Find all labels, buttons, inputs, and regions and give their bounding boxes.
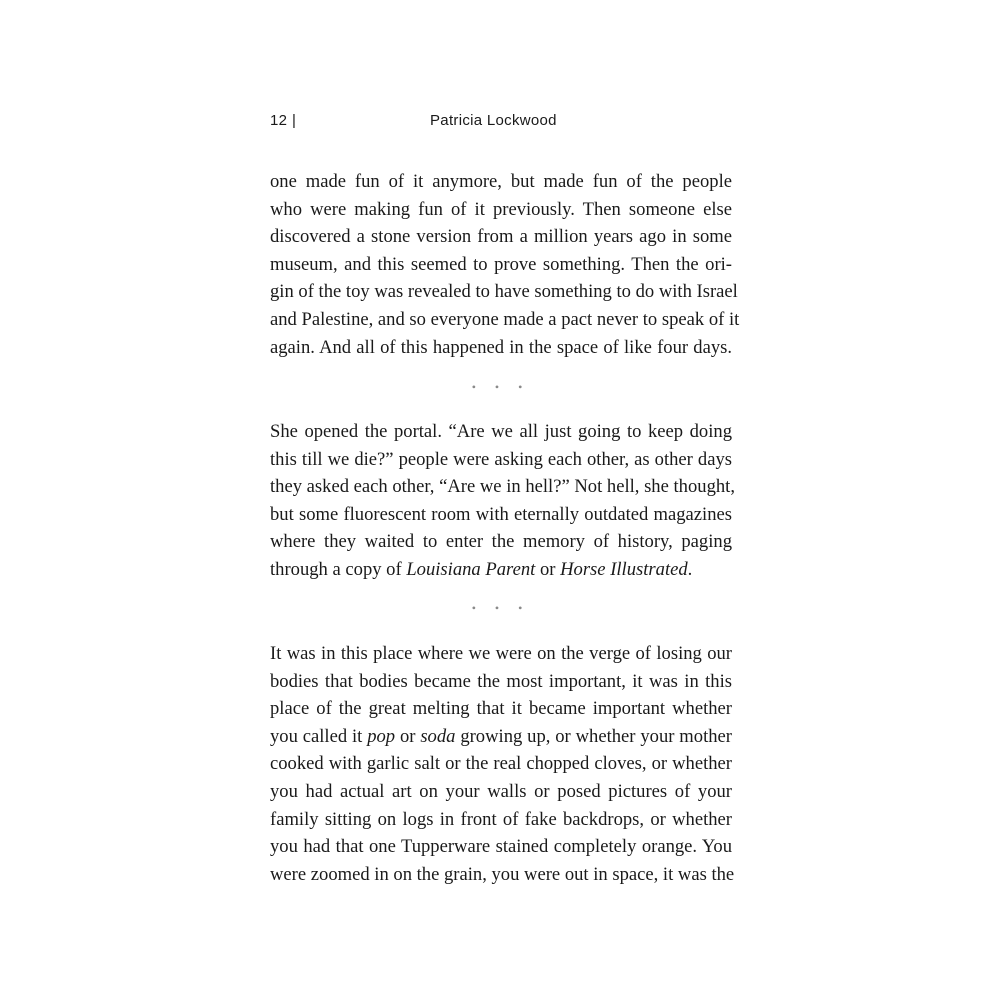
text-line (270, 556, 732, 584)
text-line: and Palestine, and so everyone made a pact never to speak of it (270, 308, 740, 330)
section-break: • • • (471, 601, 531, 615)
text-line: but some fluorescent room with eternally outdated magazines (270, 503, 732, 525)
folio-separator: | (292, 112, 297, 129)
text-line: one made fun of it anymore, but made fun of the people (270, 171, 732, 192)
text-line: family sitting on logs in front of fake backdrops, or whether (270, 808, 732, 830)
section-break: • • • (471, 380, 531, 394)
emphasis-word: pop (367, 725, 396, 747)
text-line: gin of the toy was revealed to have something to do with Israel (270, 281, 738, 303)
text-run: or (395, 725, 421, 747)
text-line: you had that one Tupperware stained completely orange. You (270, 836, 732, 858)
paragraph-2 (270, 418, 735, 584)
magazine-title: Louisiana Parent (406, 558, 536, 580)
text-line: they asked each other, “Are we in hell?” Not hell, she thought, (270, 476, 735, 498)
text-line: discovered a stone version from a million years ago in some (270, 226, 732, 248)
text-line (270, 723, 732, 751)
text-line: bodies that bodies became the most important, it was in this (270, 670, 732, 692)
text-line: who were making fun of it previously. Then someone else (270, 198, 732, 220)
running-head (270, 112, 732, 132)
text-run: . (687, 558, 693, 580)
paragraph-1 (270, 168, 740, 361)
text-line: were zoomed in on the grain, you were out in space, it was the (270, 863, 735, 885)
text-run: or (535, 558, 561, 580)
text-line: this till we die?” people were asking each other, as other days (270, 448, 732, 470)
text-run: through a copy of (270, 558, 407, 580)
text-line: She opened the portal. “Are we all just going to keep doing (270, 421, 732, 442)
magazine-title: Horse Illustrated (560, 558, 688, 580)
author-name: Patricia Lockwood (430, 112, 557, 129)
text-line: It was in this place where we were on the verge of losing our (270, 643, 732, 664)
text-line: place of the great melting that it became important whether (270, 698, 732, 720)
text-line: cooked with garlic salt or the real chopped cloves, or whether (270, 753, 732, 775)
text-line: again. And all of this happened in the space of like four days. (270, 336, 732, 358)
text-line: where they waited to enter the memory of history, paging (270, 531, 732, 553)
text-line: you had actual art on your walls or posed pictures of your (270, 780, 732, 802)
text-run: you called it (270, 725, 368, 747)
paragraph-3 (270, 640, 735, 888)
text-line: museum, and this seemed to prove something. Then the ori- (270, 253, 732, 275)
text-run: growing up, or whether your mother (455, 725, 732, 747)
emphasis-word: soda (420, 725, 456, 747)
page-number: 12 (270, 112, 288, 129)
